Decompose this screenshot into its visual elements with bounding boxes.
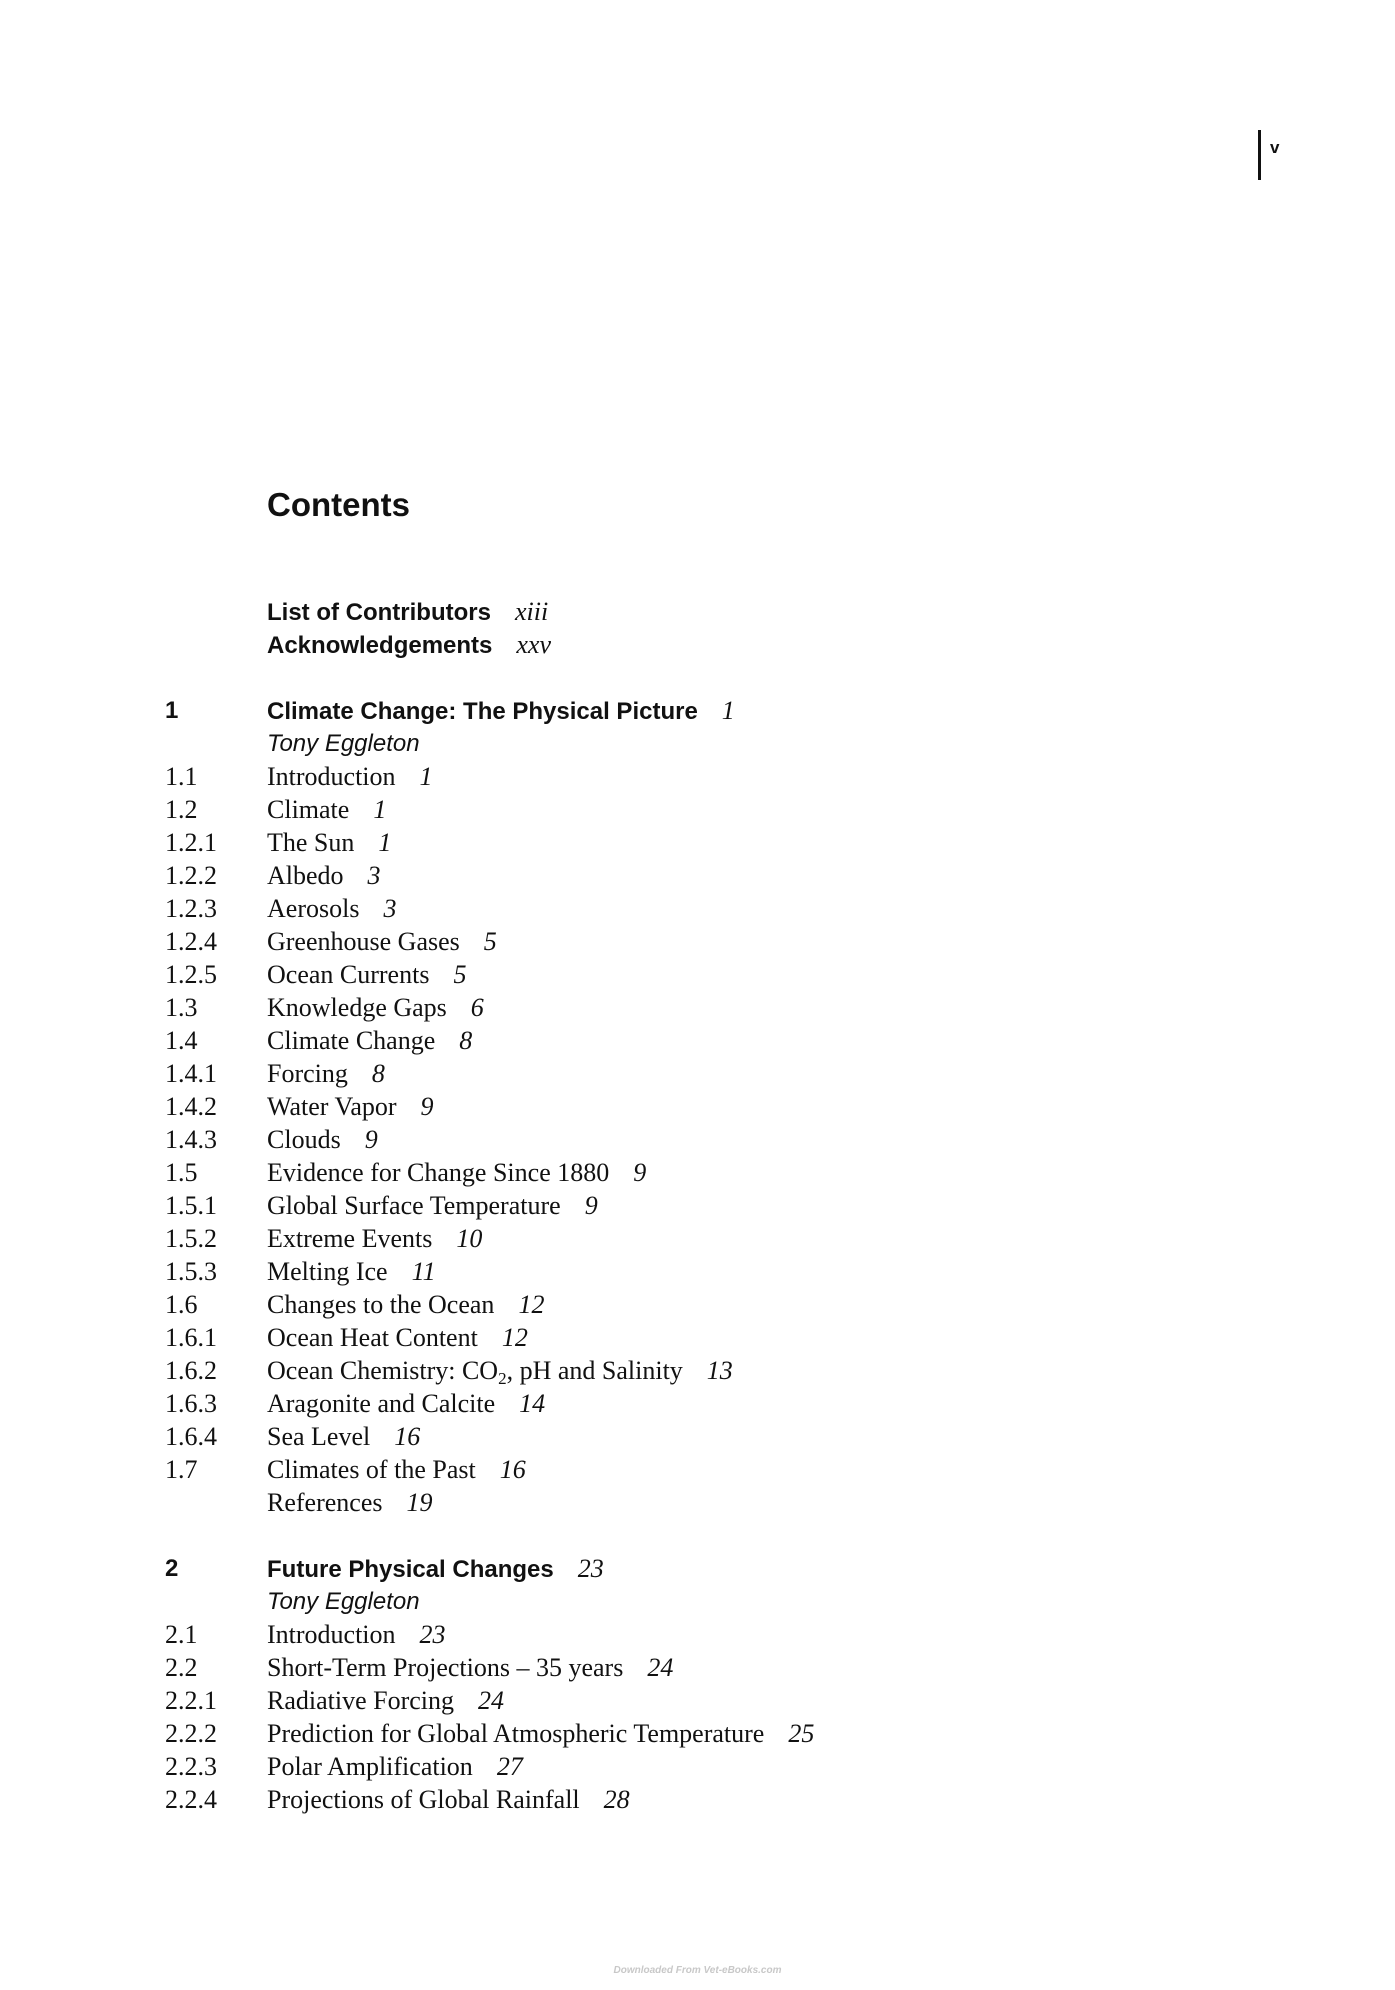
footer-watermark: Downloaded From Vet-eBooks.com <box>613 1965 782 1976</box>
toc-section-title: Changes to the Ocean <box>267 1290 495 1319</box>
toc-entry-page: 11 <box>411 1257 436 1286</box>
toc-section-title: Introduction <box>267 1620 396 1649</box>
toc-section-number: 1.6.1 <box>165 1323 217 1352</box>
toc-entry-page: 27 <box>496 1752 523 1781</box>
toc-section-number: 1.4.2 <box>165 1092 217 1121</box>
toc-section-number: 1.2.3 <box>165 894 217 923</box>
toc-entry-page: xxv <box>516 630 552 659</box>
toc-entry-page: 14 <box>519 1389 546 1418</box>
toc-section-title: Sea Level <box>267 1422 371 1451</box>
toc-section-number: 1.2.5 <box>165 960 217 989</box>
toc-entry-page: 16 <box>394 1422 421 1451</box>
toc-section-title: References <box>267 1488 383 1517</box>
toc-entry-page: xiii <box>514 597 549 626</box>
toc-section-title: Climate <box>267 795 350 824</box>
toc-section-title: Clouds <box>267 1125 341 1154</box>
toc-section-title: Aerosols <box>267 894 360 923</box>
toc-section-number: 1.4.1 <box>165 1059 217 1088</box>
toc-section-number: 2.2 <box>165 1653 198 1682</box>
toc-section-title: Introduction <box>267 762 396 791</box>
toc-entry-page: 24 <box>478 1686 505 1715</box>
toc-entry-page: 16 <box>499 1455 526 1484</box>
toc-section-number: 1.7 <box>165 1455 198 1484</box>
toc-entry-page: 9 <box>420 1092 434 1121</box>
toc-section-title: Albedo <box>267 861 344 890</box>
toc-section-number: 2.2.1 <box>165 1686 217 1715</box>
toc-section-number: 2.2.3 <box>165 1752 217 1781</box>
toc-section-title: Evidence for Change Since 1880 <box>267 1158 610 1187</box>
toc-section-title: Ocean Chemistry: $CO_2$, pH and Salinity <box>267 1356 683 1388</box>
toc-section-number: 1.6.3 <box>165 1389 217 1418</box>
toc-entry-page: 8 <box>371 1059 385 1088</box>
toc-chapter-number: 2 <box>165 1555 179 1582</box>
toc-entry-page: 9 <box>364 1125 378 1154</box>
toc-section-title: Forcing <box>267 1059 348 1088</box>
page-title: Contents <box>267 486 410 523</box>
toc-section-title: Melting Ice <box>267 1257 388 1286</box>
toc-section-title: Climate Change <box>267 1026 436 1055</box>
toc-entry-page: 9 <box>633 1158 647 1187</box>
toc-section-title: Radiative Forcing <box>267 1686 455 1715</box>
toc-author: Tony Eggleton <box>267 730 420 757</box>
toc-entry-page: 8 <box>459 1026 473 1055</box>
toc-section-number: 1.6 <box>165 1290 198 1319</box>
toc-entry-page: 23 <box>577 1554 604 1583</box>
toc-section-number: 1.5.1 <box>165 1191 217 1220</box>
toc-section-number: 2.2.4 <box>165 1785 217 1814</box>
toc-entry-page: 13 <box>706 1356 733 1385</box>
toc-section-number: 1.3 <box>165 993 198 1022</box>
toc-entry-page: 25 <box>788 1719 815 1748</box>
toc-section-title: Aragonite and Calcite <box>267 1389 496 1418</box>
toc-section-title: Projections of Global Rainfall <box>267 1785 580 1814</box>
toc-entry-page: 24 <box>647 1653 674 1682</box>
toc-chapter-title: Future Physical Changes <box>267 1556 554 1583</box>
toc-section-number: 1.4 <box>165 1026 198 1055</box>
toc-entry-page: 12 <box>501 1323 528 1352</box>
toc-section-number: 1.2.4 <box>165 927 217 956</box>
toc-section-number: 1.2.1 <box>165 828 217 857</box>
toc-entry-page: 19 <box>406 1488 433 1517</box>
toc-section-number: 1.2.2 <box>165 861 217 890</box>
toc-section-title: Short-Term Projections – 35 years <box>267 1653 624 1682</box>
toc-section-number: 1.1 <box>165 762 198 791</box>
toc-entry-page: 3 <box>367 861 381 890</box>
toc-chapter-number: 1 <box>165 697 179 724</box>
toc-entry-page: 5 <box>483 927 497 956</box>
toc-section-number: 2.2.2 <box>165 1719 217 1748</box>
toc-section-title: Climates of the Past <box>267 1455 476 1484</box>
toc-section-number: 1.6.4 <box>165 1422 217 1451</box>
toc-entry-page: 28 <box>603 1785 630 1814</box>
toc-section-title: Ocean Heat Content <box>267 1323 478 1352</box>
toc-section-number: 1.5 <box>165 1158 198 1187</box>
toc-section-number: 2.1 <box>165 1620 198 1649</box>
toc-section-number: 1.2 <box>165 795 198 824</box>
toc-section-title: Extreme Events <box>267 1224 433 1253</box>
toc-author: Tony Eggleton <box>267 1588 420 1615</box>
toc-section-title: Global Surface Temperature <box>267 1191 561 1220</box>
toc-section-title: Polar Amplification <box>267 1752 473 1781</box>
toc-section-title: The Sun <box>267 828 355 857</box>
toc-entry-page: 1 <box>721 696 735 725</box>
toc-entry-page: 3 <box>383 894 397 923</box>
toc-entry-page: 6 <box>470 993 484 1022</box>
toc-section-title: Ocean Currents <box>267 960 430 989</box>
toc-entry-title: List of Contributors <box>267 599 491 626</box>
toc-chapter-title: Climate Change: The Physical Picture <box>267 698 698 725</box>
toc-section-number: 1.6.2 <box>165 1356 217 1385</box>
toc-entry-page: 1 <box>419 762 433 791</box>
toc-entry-page: 10 <box>456 1224 483 1253</box>
toc-section-number: 1.4.3 <box>165 1125 217 1154</box>
toc-entry-page: 23 <box>419 1620 446 1649</box>
toc-entry-page: 12 <box>518 1290 545 1319</box>
toc-entry-page: 1 <box>378 828 392 857</box>
subscript-2: 2 <box>498 1369 507 1388</box>
toc-section-number: 1.5.3 <box>165 1257 217 1286</box>
toc-entry-page: 1 <box>373 795 387 824</box>
toc-entry-page: 5 <box>453 960 467 989</box>
toc-section-title: Water Vapor <box>267 1092 397 1121</box>
toc-section-title: Greenhouse Gases <box>267 927 460 956</box>
toc-section-title: Prediction for Global Atmospheric Temperature <box>267 1719 765 1748</box>
toc-entry-page: 9 <box>584 1191 598 1220</box>
toc-entry-title: Acknowledgements <box>267 632 493 659</box>
toc-section-number: 1.5.2 <box>165 1224 217 1253</box>
toc-section-title: Knowledge Gaps <box>267 993 447 1022</box>
page-number: v <box>1270 138 1280 157</box>
